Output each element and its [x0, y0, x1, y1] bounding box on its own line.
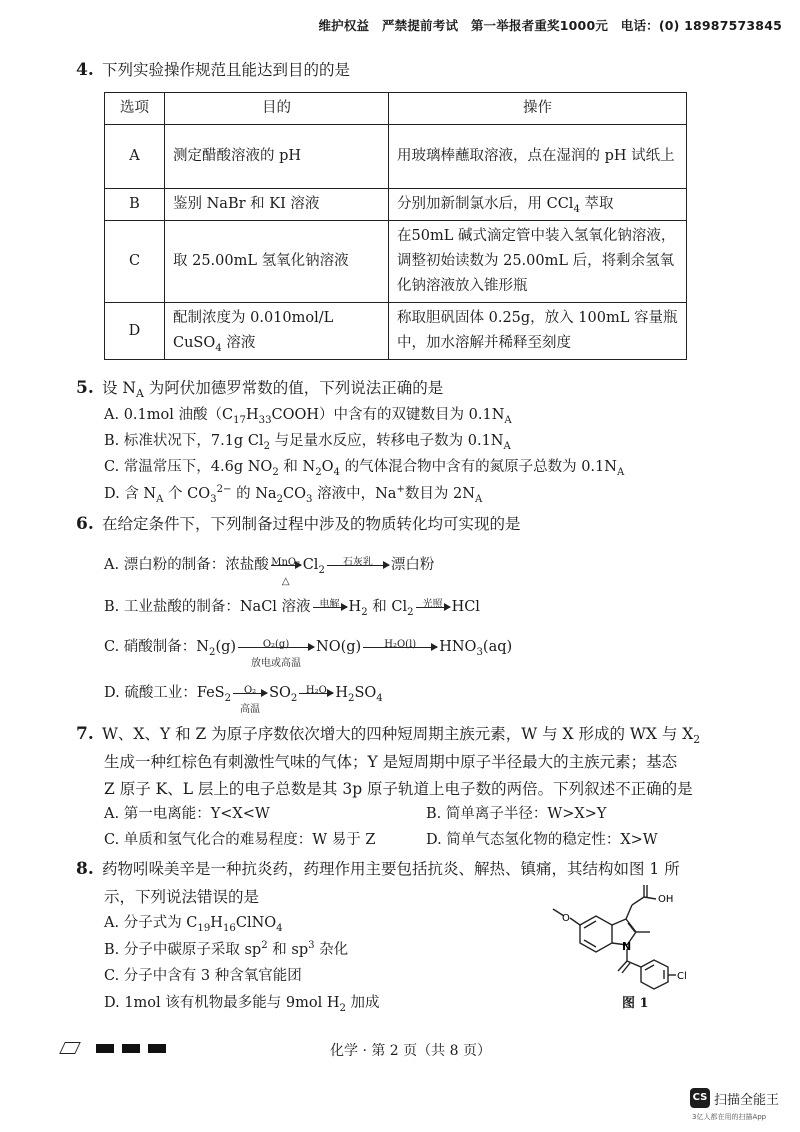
option-6d: D. 硫酸工业：FeS$_2$ O₂ 高温 $SO_2$ H₂O $H_2SO_4$ [104, 684, 383, 715]
row-key: C [105, 221, 165, 303]
figure-caption: 图 1 [622, 996, 649, 1011]
row-operation: 称取胆矾固体 0.25g，放入 100mL 容量瓶中，加水溶解并稀释至刻度 [389, 303, 687, 360]
question-number: 5. [76, 378, 94, 398]
reaction-arrow: O₂ 高温 [233, 693, 267, 694]
table-row [105, 125, 687, 189]
question-stem: 设 $N_A$ 为阿伏加德罗常数的值，下列说法正确的是 [102, 379, 444, 401]
question-7-line-2: 生成一种红棕色有刺激性气味的气体；Y 是短周期中原子半径最大的主族元素；基态 [104, 753, 678, 771]
camscanner-logo-icon: CS [690, 1088, 710, 1108]
header-notice: 维护权益 严禁提前考试 第一举报者重奖1000元 电话：(0) 18987573845 [318, 18, 782, 33]
reaction-arrow: MnO₂ △ [271, 556, 301, 587]
row-key: D [105, 303, 165, 360]
option-6b: B. 工业盐酸的制备：NaCl 溶液 电解 $H_2$ 和 $Cl_2$ 光照 HCl [104, 598, 480, 618]
reaction-arrow: H₂O [299, 693, 333, 694]
oh-label: OH [658, 894, 674, 905]
question-number: 6. [76, 514, 94, 534]
reaction-arrow: 光照 [416, 607, 450, 608]
watermark-name: 扫描全能王 [714, 1093, 780, 1108]
option-5d: D. 含 $N_A$ 个 $CO_3^{2-}$ 的 $Na_2CO_3$ 溶液中，Na+数目为 $2N_A$ [104, 484, 483, 505]
option-8c: C. 分子中含有 3 种含氧官能团 [104, 968, 302, 984]
question-6 [76, 510, 521, 538]
question-4 [76, 56, 350, 84]
question-stem: 下列实验操作规范且能达到目的的是 [102, 61, 351, 79]
reaction-arrow: 石灰乳 [327, 565, 389, 566]
header-cell-operation: 操作 [389, 93, 687, 125]
option-7b: B. 简单离子半径：W>X>Y [426, 806, 607, 822]
row-goal: 鉴别 NaBr 和 KI 溶液 [165, 189, 389, 221]
option-8b: B. 分子中碳原子采取 $sp^2$ 和 $sp^3$ 杂化 [104, 940, 349, 958]
row-operation: 在50mL 碱式滴定管中装入氢氧化钠溶液，调整初始读数为 25.00mL 后，将剩余氢氧化钠溶液放入锥形瓶 [389, 221, 687, 303]
option-7a: A. 第一电离能：Y<X<W [104, 806, 270, 822]
row-goal: 配制浓度为 0.010mol/L CuSO$_4$ 溶液 [165, 303, 389, 360]
option-7d: D. 简单气态氢化物的稳定性：X>W [426, 832, 658, 848]
reaction-arrow: O₂(g) 放电或高温 [238, 647, 314, 648]
row-goal: 测定醋酸溶液的 pH [165, 125, 389, 189]
question-5 [76, 374, 443, 402]
nitrogen-label: N [622, 940, 632, 953]
question-number: 4. [76, 60, 94, 80]
question-stem-line: 药物吲哚美辛是一种抗炎药，药理作用主要包括抗炎、解热、镇痛，其结构如图 1 所 [102, 860, 680, 878]
option-5b: B. 标准状况下，7.1g $Cl_2$ 与足量水反应，转移电子数为 $0.1N_A$ [104, 433, 511, 452]
option-6a: A. 漂白粉的制备：浓盐酸 MnO₂ △ $Cl_2$ 石灰乳 漂白粉 [104, 556, 435, 587]
table-header-row [105, 93, 687, 125]
barcode-mark [148, 1044, 166, 1053]
row-operation: 分别加新制氯水后，用 CCl$_4$ 萃取 [389, 189, 687, 221]
question-number: 8. [76, 859, 94, 879]
watermark-slogan: 3亿人都在用的扫描App [692, 1113, 767, 1121]
option-8d: D. 1mol 该有机物最多能与 9mol $H_2$ 加成 [104, 995, 380, 1014]
table-row [105, 303, 687, 360]
oxygen-label: O [562, 913, 570, 924]
reaction-arrow: H₂O(l) [363, 647, 437, 648]
question-7-line-3: Z 原子 K、L 层上的电子总数是其 3p 原子轨道上电子数的两倍。下列叙述不正确的是 [104, 780, 693, 798]
table-row [105, 189, 687, 221]
pencil-icon [59, 1042, 81, 1054]
row-goal: 取 25.00mL 氢氧化钠溶液 [165, 221, 389, 303]
question-7 [76, 720, 716, 748]
option-5c: C. 常温常压下，4.6g $NO_2$ 和 $N_2O_4$ 的气体混合物中含有的氮原子总数为 $0.1N_A$ [104, 459, 625, 478]
indomethacin-structure [548, 885, 723, 995]
header-cell-option: 选项 [105, 93, 165, 125]
row-operation: 用玻璃棒蘸取溶液，点在湿润的 pH 试纸上 [389, 125, 687, 189]
option-7c: C. 单质和氢气化合的难易程度：W 易于 Z [104, 832, 376, 848]
chlorine-label: Cl [677, 971, 687, 982]
header-cell-goal: 目的 [165, 93, 389, 125]
row-key: B [105, 189, 165, 221]
barcode-mark [96, 1044, 114, 1053]
question-8-line-2: 示，下列说法错误的是 [104, 888, 260, 906]
footer [0, 1038, 800, 1062]
option-5a: A. 0.1mol 油酸$(C_{17}H_{33}COOH)$中含有的双键数目为 $0.1N_A$ [104, 407, 512, 426]
row-key: A [105, 125, 165, 189]
question-number: 7. [76, 724, 94, 744]
barcode-mark [122, 1044, 140, 1053]
option-6c: C. 硝酸制备：$N_2(g)$ O₂(g) 放电或高温 NO(g) H₂O(l) $HNO_3(aq)$ [104, 638, 513, 669]
question-stem: 在给定条件下，下列制备过程中涉及的物质转化均可实现的是 [102, 515, 521, 533]
table-row [105, 221, 687, 303]
reaction-arrow: 电解 [313, 607, 347, 608]
question-8 [76, 855, 680, 883]
option-8a: A. 分子式为 $C_{19}H_{16}ClNO_4$ [104, 915, 283, 934]
page-number: 化学 · 第 2 页（共 8 页） [330, 1043, 491, 1059]
experiment-table [104, 92, 687, 360]
question-stem-line: W、X、Y 和 Z 为原子序数依次增大的四种短周期主族元素，W 与 X 形成的 WX 与 $X_2$ [102, 725, 701, 747]
